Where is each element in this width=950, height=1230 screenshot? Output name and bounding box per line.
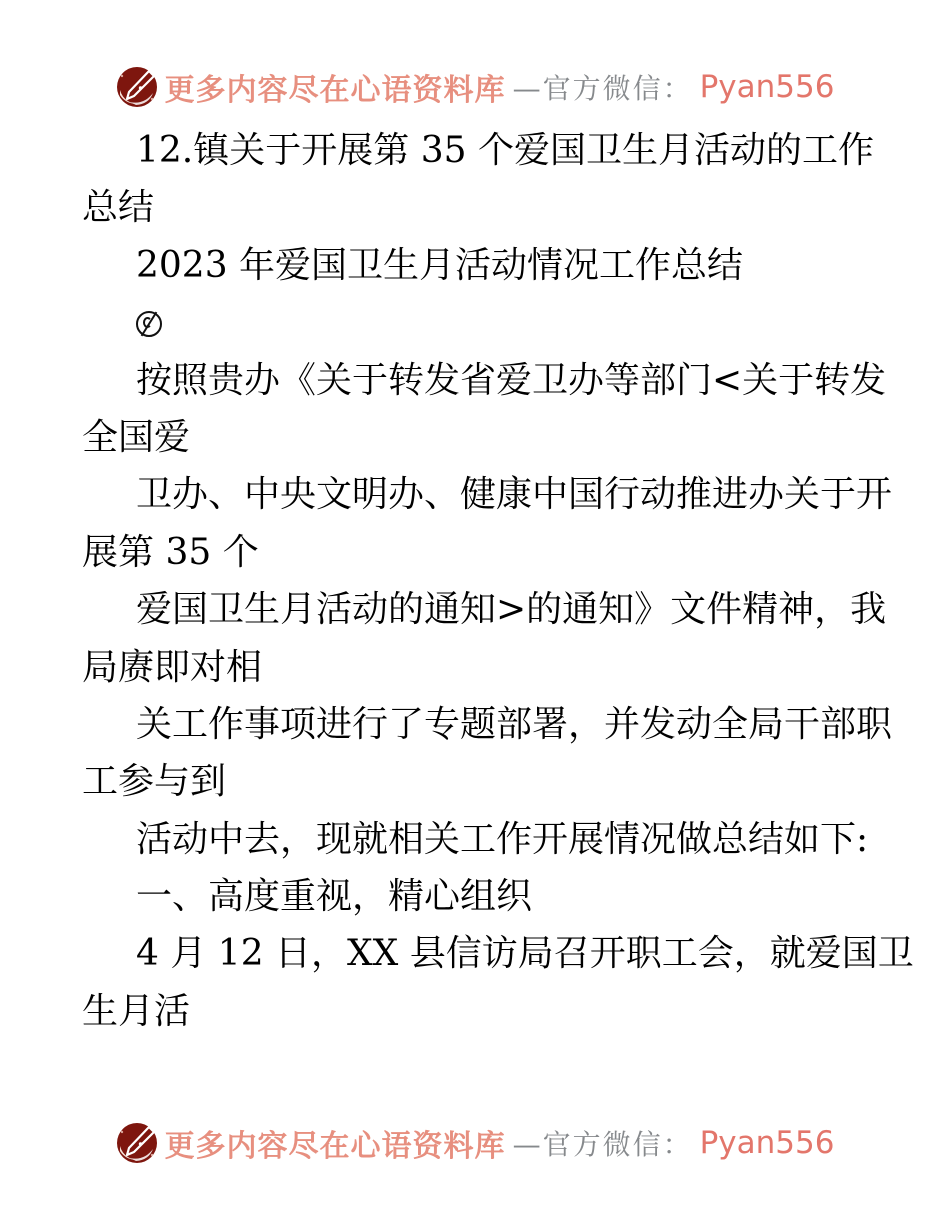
header-watermark bbox=[0, 62, 950, 112]
watermark-text: 更多内容尽在心语资料库 bbox=[164, 73, 506, 108]
text-line: 4 月 12 日，XX 县信访局召开职工会，就爱国卫 bbox=[136, 933, 914, 975]
text-line-heading: 一、高度重视，精心组织 bbox=[136, 876, 533, 918]
wechat-id: Pyan556 bbox=[699, 69, 835, 105]
text-line: 按照贵办《关于转发省爱卫办等部门<关于转发 bbox=[136, 359, 887, 401]
text-line: 爱国卫生月活动的通知>的通知》文件精神，我 bbox=[136, 589, 887, 631]
text-line: 总结 bbox=[82, 187, 155, 229]
text-line: 活动中去，现就相关工作开展情况做总结如下: bbox=[136, 818, 869, 860]
pen-in-circle-logo-icon bbox=[116, 66, 158, 108]
text-line-subtitle: 2023 年爱国卫生月活动情况工作总结 bbox=[136, 244, 744, 286]
text-line: 关工作事项进行了专题部署，并发动全局干部职 bbox=[136, 703, 893, 745]
text-line: 工参与到 bbox=[82, 761, 227, 803]
text-line: 生月活 bbox=[82, 990, 191, 1032]
document-body bbox=[82, 122, 914, 1040]
text-line: 全国爱 bbox=[82, 416, 191, 458]
circled-c-slash-icon bbox=[136, 311, 162, 337]
text-line: 局赓即对相 bbox=[82, 646, 263, 688]
pen-in-circle-logo-icon bbox=[116, 1122, 158, 1164]
watermark-text: 更多内容尽在心语资料库 bbox=[164, 1129, 506, 1164]
text-line: 卫办、中央文明办、健康中国行动推进办关于开 bbox=[136, 474, 893, 516]
text-line-title: 12.镇关于开展第 35 个爱国卫生月活动的工作 bbox=[136, 130, 874, 171]
watermark-label: —官方微信： bbox=[512, 1128, 693, 1161]
wechat-id: Pyan556 bbox=[699, 1125, 835, 1161]
watermark-label: —官方微信： bbox=[512, 72, 693, 105]
text-line-symbol bbox=[82, 294, 882, 351]
footer-watermark bbox=[0, 1118, 950, 1168]
text-line: 展第 35 个 bbox=[82, 531, 259, 573]
